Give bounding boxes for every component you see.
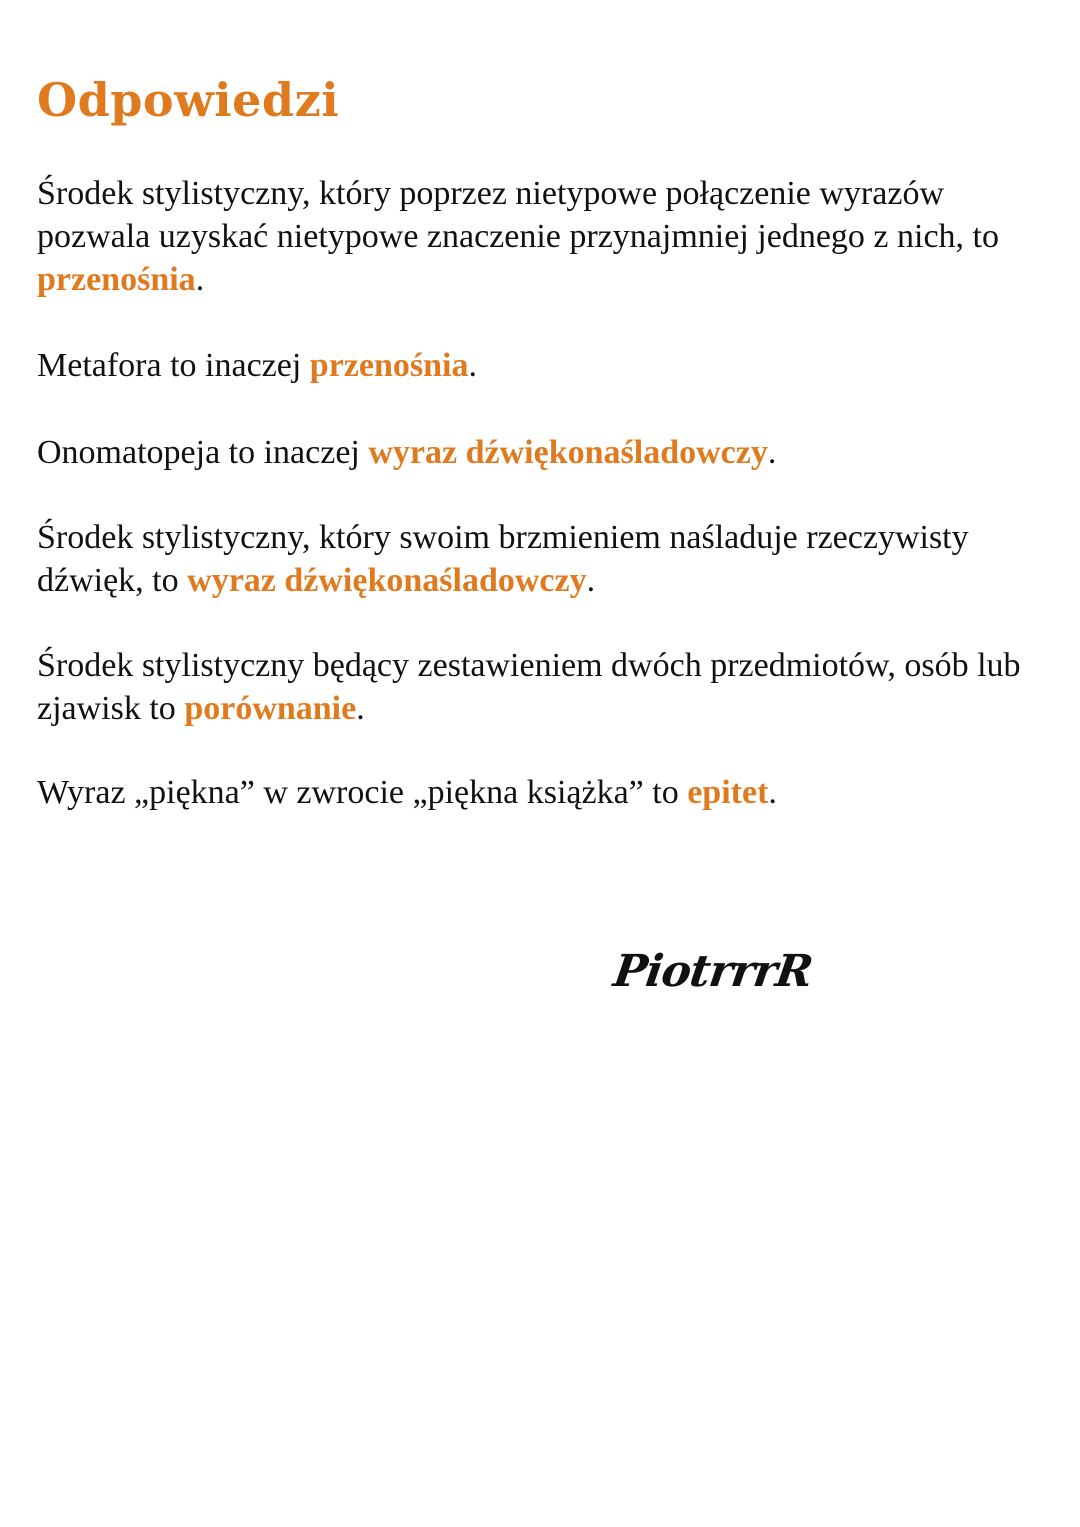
page-title: Odpowiedzi <box>37 73 340 127</box>
answer-highlight: przenośnia <box>309 347 469 384</box>
answer-paragraph-6 <box>37 771 1047 814</box>
punctuation: . <box>468 347 477 384</box>
answer-highlight: epitet <box>687 774 769 811</box>
question-text: Wyraz „piękna” w zwrocie „piękna książka” to <box>37 774 688 811</box>
punctuation: . <box>195 261 205 298</box>
punctuation: . <box>767 434 777 471</box>
answer-paragraph-2 <box>37 344 1047 387</box>
answer-highlight: przenośnia <box>37 261 196 298</box>
punctuation: . <box>586 562 596 599</box>
punctuation: . <box>768 774 777 811</box>
question-text: Środek stylistyczny, który poprzez nietypowe połączenie wyrazów pozwala uzyskać nietypowe znaczenie przynajmniej jednego z nich, to <box>37 175 999 255</box>
answer-highlight: wyraz dźwiękonaśladowczy <box>187 562 587 599</box>
answer-highlight: porównanie <box>184 690 357 727</box>
answer-highlight: wyraz dźwiękonaśladowczy <box>368 434 768 471</box>
question-text: Metafora to inaczej <box>37 347 310 384</box>
answer-paragraph-4 <box>37 516 1047 602</box>
author-signature: PiotrrrR <box>610 946 816 997</box>
answer-paragraph-5 <box>37 644 1047 730</box>
answer-paragraph-1 <box>37 172 1047 301</box>
answer-paragraph-3 <box>37 431 1047 474</box>
punctuation: . <box>356 690 365 727</box>
question-text: Środek stylistyczny, który swoim brzmieniem naśladuje rzeczywisty dźwięk, to <box>37 519 969 599</box>
question-text: Onomatopeja to inaczej <box>37 434 369 471</box>
question-text: Środek stylistyczny będący zestawieniem dwóch przedmiotów, osób lub zjawisk to <box>37 647 1021 727</box>
